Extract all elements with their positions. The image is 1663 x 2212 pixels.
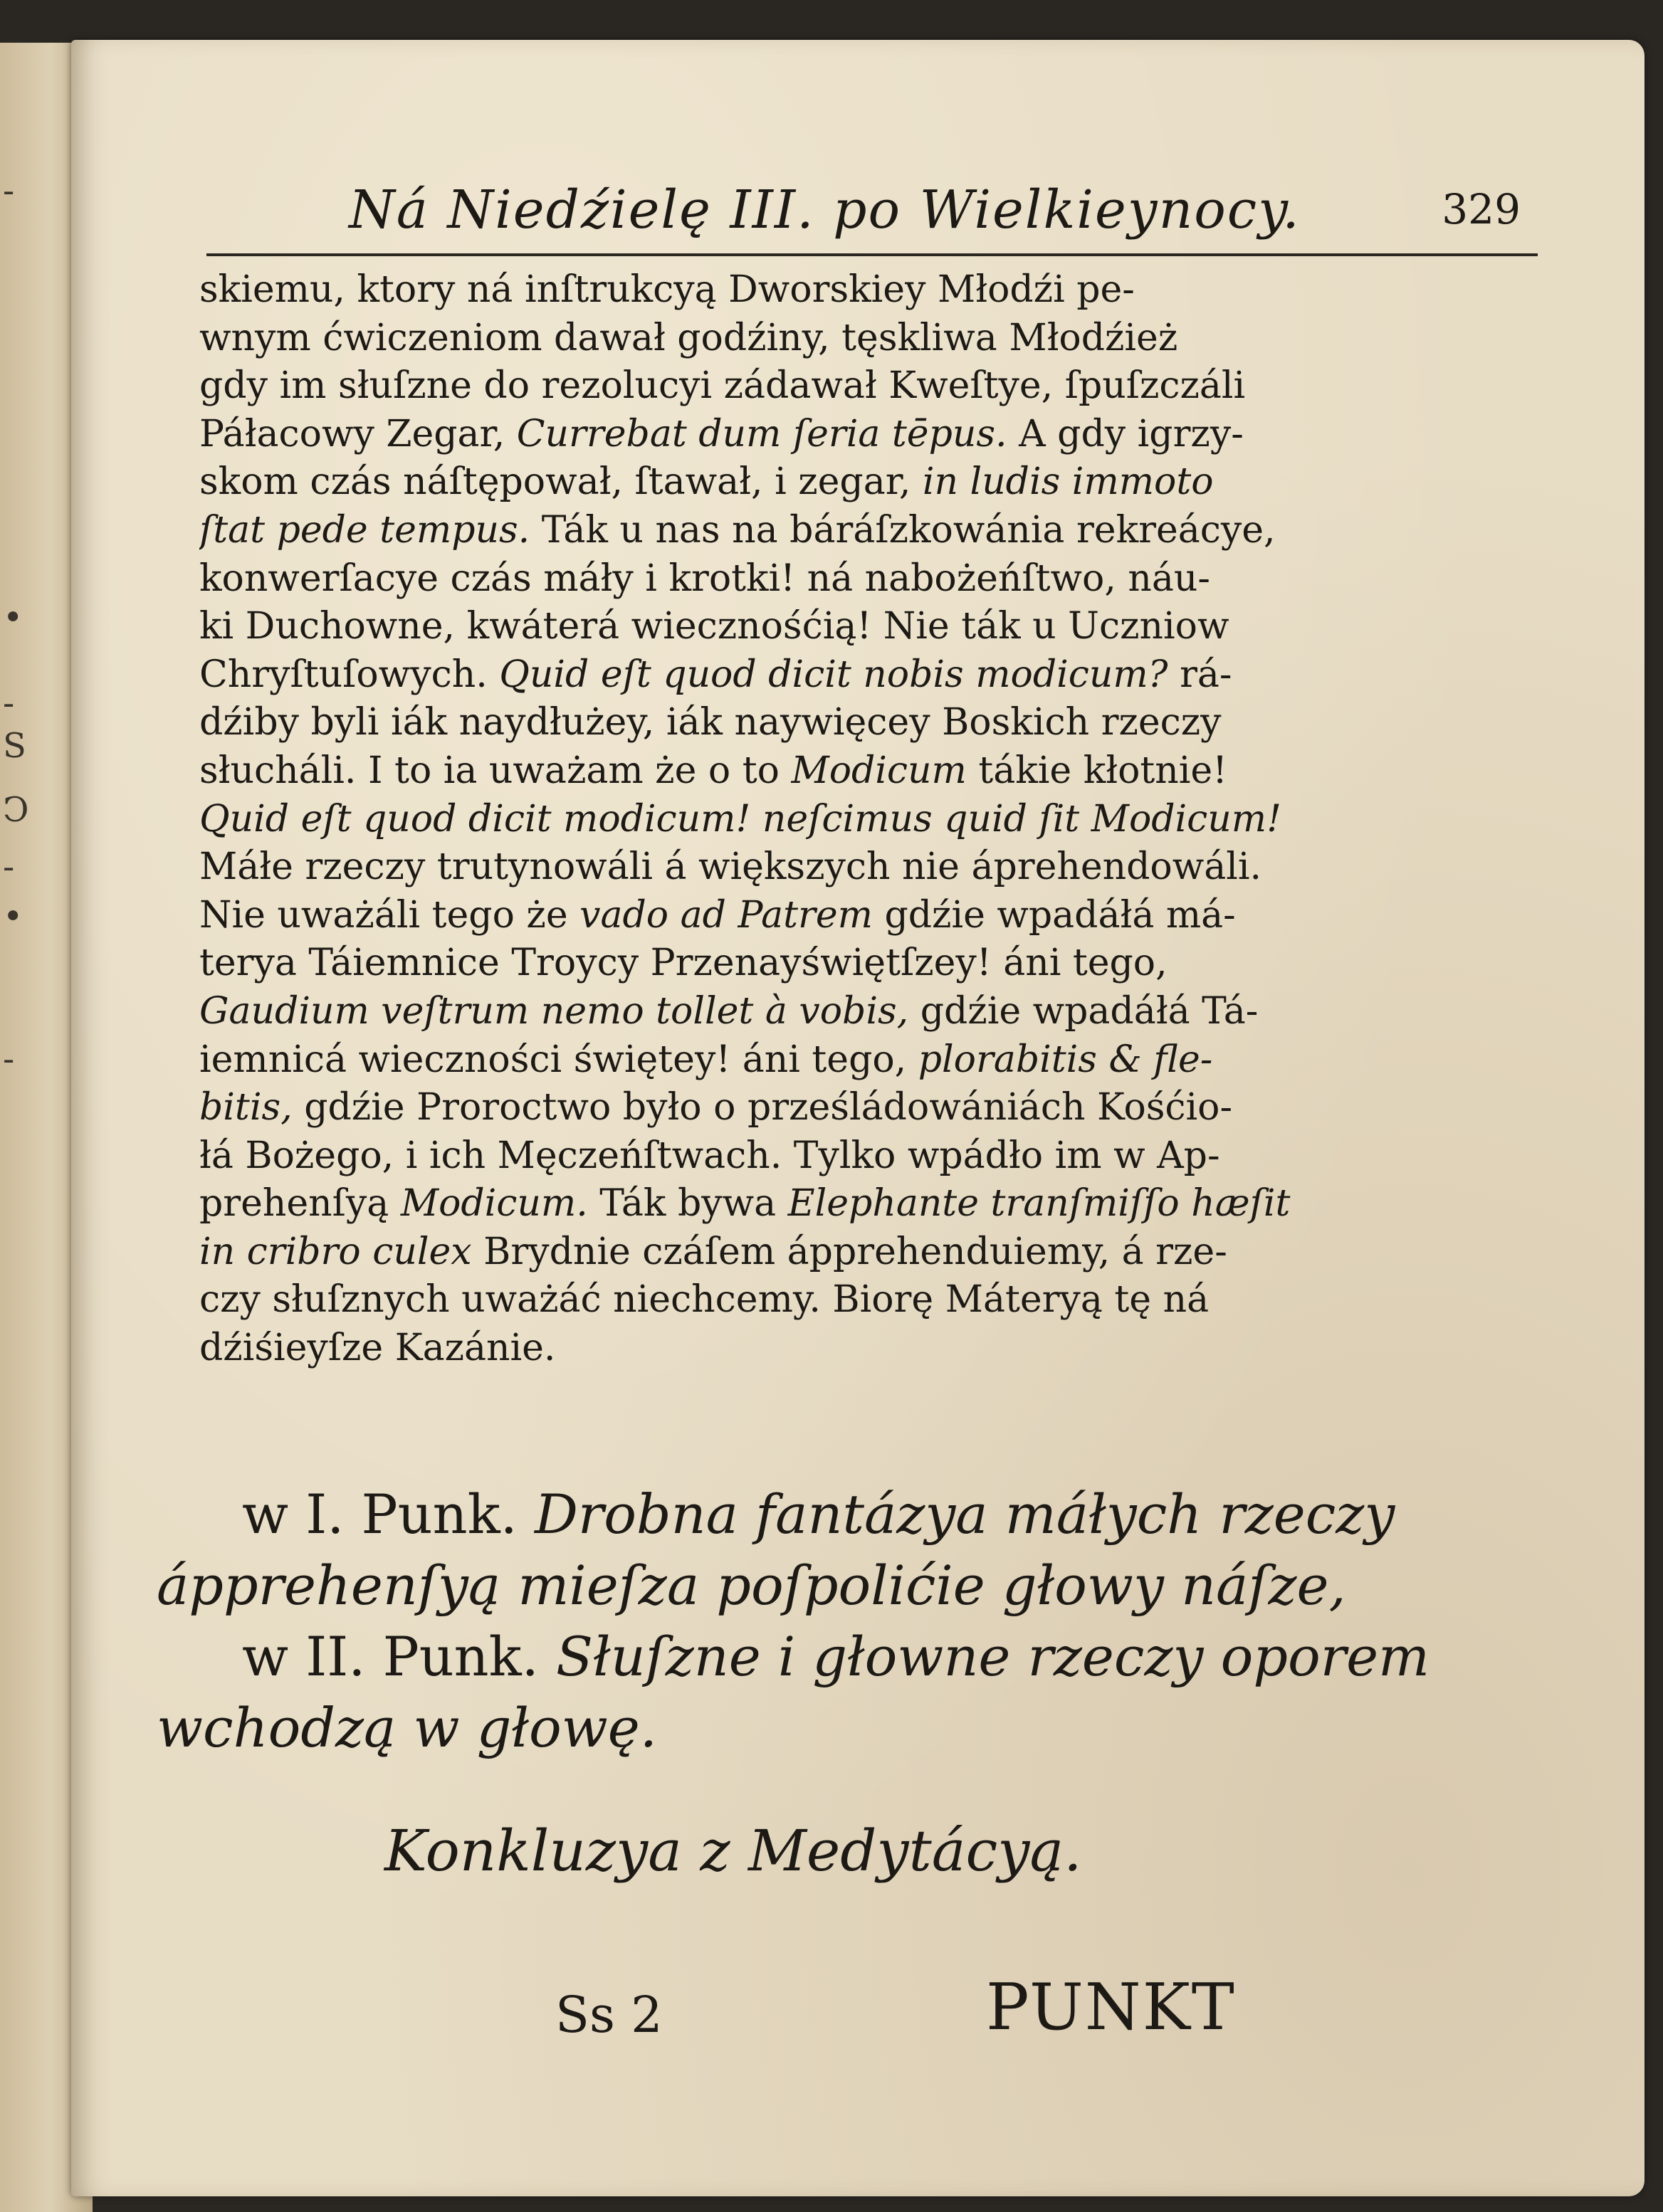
text-run: łá Bożego, i ich Męczeńſtwach. Tylko wpádło im w Ap- [199, 1134, 1220, 1177]
text-run: wnym ćwiczeniom dawał godźiny, tęskliwa Młodźież [199, 316, 1178, 359]
point-label: w II. Punk. [242, 1625, 539, 1688]
text-line [199, 892, 1527, 940]
text-run: Máłe rzeczy trutynowáli á większych nie áprehendowáli. [199, 846, 1262, 889]
latin-phrase: Modicum [791, 749, 967, 792]
body-text [199, 266, 1527, 1373]
latin-phrase: vado ad Patrem [579, 893, 873, 937]
outline-point-2-cont [157, 1692, 1531, 1764]
text-line [199, 1084, 1527, 1132]
page-number: 329 [1442, 185, 1521, 233]
text-line [199, 747, 1527, 796]
latin-phrase: bitis, [199, 1086, 293, 1129]
edge-mark: • [3, 598, 23, 638]
edge-mark: - [3, 1039, 15, 1079]
point-text: Drobna fantázya máłych rzeczy [534, 1482, 1395, 1546]
text-line [199, 362, 1527, 411]
latin-phrase: Elephante tranſmiſſo hæſit [787, 1182, 1291, 1226]
text-line [199, 1132, 1527, 1181]
text-run: ki Duchowne, kwáterá wiecznośćią! Nie ták u Uczniow [199, 605, 1229, 648]
edge-mark: Ↄ [3, 790, 29, 830]
text-run: iemnicá wieczności świętey! áni tego, [199, 1038, 918, 1081]
text-line [199, 1276, 1527, 1324]
text-run: Chryſtuſowych. [199, 653, 500, 696]
text-run: tákie kłotnie! [966, 749, 1228, 792]
text-run: gdźie wpadáłá Tá- [908, 989, 1259, 1033]
running-title: Ná Niedźielę III. po Wielkieynocy. [349, 179, 1301, 241]
text-line [199, 266, 1527, 315]
text-line [199, 1228, 1527, 1277]
text-run: gdźie wpadáłá má- [872, 893, 1236, 937]
latin-phrase: Quid eſt quod dicit nobis modicum? [499, 653, 1168, 696]
text-line [199, 315, 1527, 363]
point-text: wchodzą w głowę. [157, 1696, 657, 1759]
text-run: terya Táiemnice Troycy Przenayświętſzey! áni tego, [199, 942, 1168, 985]
sermon-outline [157, 1479, 1531, 1764]
edge-mark: - [3, 847, 15, 887]
text-run: rá- [1168, 653, 1232, 696]
text-line [199, 507, 1527, 555]
text-line [199, 1036, 1527, 1085]
text-run: Ták bywa [587, 1182, 788, 1226]
latin-phrase: in cribro culex [199, 1230, 472, 1273]
text-line [199, 603, 1527, 651]
text-line [199, 796, 1527, 844]
latin-phrase: ſtat pede tempus. [199, 508, 530, 552]
outline-point-1-cont [157, 1550, 1531, 1621]
latin-phrase: Gaudium veſtrum nemo tollet à vobis, [199, 989, 909, 1033]
page-header [206, 139, 1538, 256]
text-run: gdy im słuſzne do rezolucyi zádawał Kweſtye, ſpuſzczáli [199, 364, 1246, 408]
text-run: dźiśieyſze Kazánie. [199, 1327, 556, 1370]
text-run: konwerſacye czás máły i krotki! ná nabożeńſtwo, náu- [199, 557, 1210, 600]
text-run: prehenſyą [199, 1182, 401, 1226]
edge-mark: - [3, 683, 15, 723]
text-line [199, 1324, 1527, 1373]
text-run: słucháli. I to ia uważam że o to [199, 749, 792, 792]
text-line [199, 411, 1527, 459]
outline-point-1 [157, 1479, 1531, 1550]
book-page [71, 40, 1644, 2196]
text-line [199, 1180, 1527, 1228]
text-run: Páłacowy Zegar, [199, 412, 517, 455]
edge-mark: - [3, 171, 15, 211]
text-run: czy słuſznych uważáć niechcemy. Biorę Máteryą tę ná [199, 1278, 1210, 1322]
text-run: dźiby byli iák naydłużey, iák naywięcey Boskich rzeczy [199, 701, 1222, 744]
text-line [199, 458, 1527, 507]
text-line [199, 988, 1527, 1036]
text-run: Brydnie czáſem ápprehenduiemy, á rze- [471, 1230, 1227, 1273]
text-line [199, 843, 1527, 892]
text-line [199, 699, 1527, 747]
text-run: skom czás náſtępował, ſtawał, i zegar, [199, 460, 923, 504]
point-text: Słuſzne i głowne rzeczy oporem [555, 1625, 1430, 1688]
latin-phrase: Modicum. [400, 1182, 588, 1226]
text-run: Ták u nas na báráſzkowánia rekreácye, [530, 508, 1276, 552]
text-run: skiemu, ktory ná inſtrukcyą Dworskiey Młodźi pe- [199, 268, 1135, 311]
text-line [199, 651, 1527, 700]
latin-phrase: Currebat dum ſeria tēpus. [516, 412, 1007, 455]
latin-phrase: Quid eſt quod dicit modicum! neſcimus quid ſit Modicum! [199, 797, 1281, 841]
latin-phrase: plorabitis & fle- [918, 1038, 1213, 1081]
point-text: ápprehenſyą mieſza poſpolićie głowy náſze, [157, 1554, 1346, 1617]
point-label: w I. Punk. [242, 1482, 518, 1546]
text-run: Nie uważáli tego że [199, 893, 580, 937]
edge-mark: • [3, 897, 23, 937]
text-line [199, 939, 1527, 988]
edge-mark: S [3, 726, 26, 766]
text-run: gdźie Proroctwo było o prześládowániách Kośćio- [292, 1086, 1233, 1129]
text-run: A gdy igrzy- [1007, 412, 1244, 455]
latin-phrase: in ludis immoto [922, 460, 1214, 504]
signature-mark: Ss 2 [555, 1986, 663, 2044]
conclusion-heading: Konkluzya z Medytácyą. [384, 1818, 1082, 1884]
outline-point-2 [157, 1621, 1531, 1692]
text-line [199, 555, 1527, 604]
catchword: PUNKT [986, 1970, 1236, 2045]
